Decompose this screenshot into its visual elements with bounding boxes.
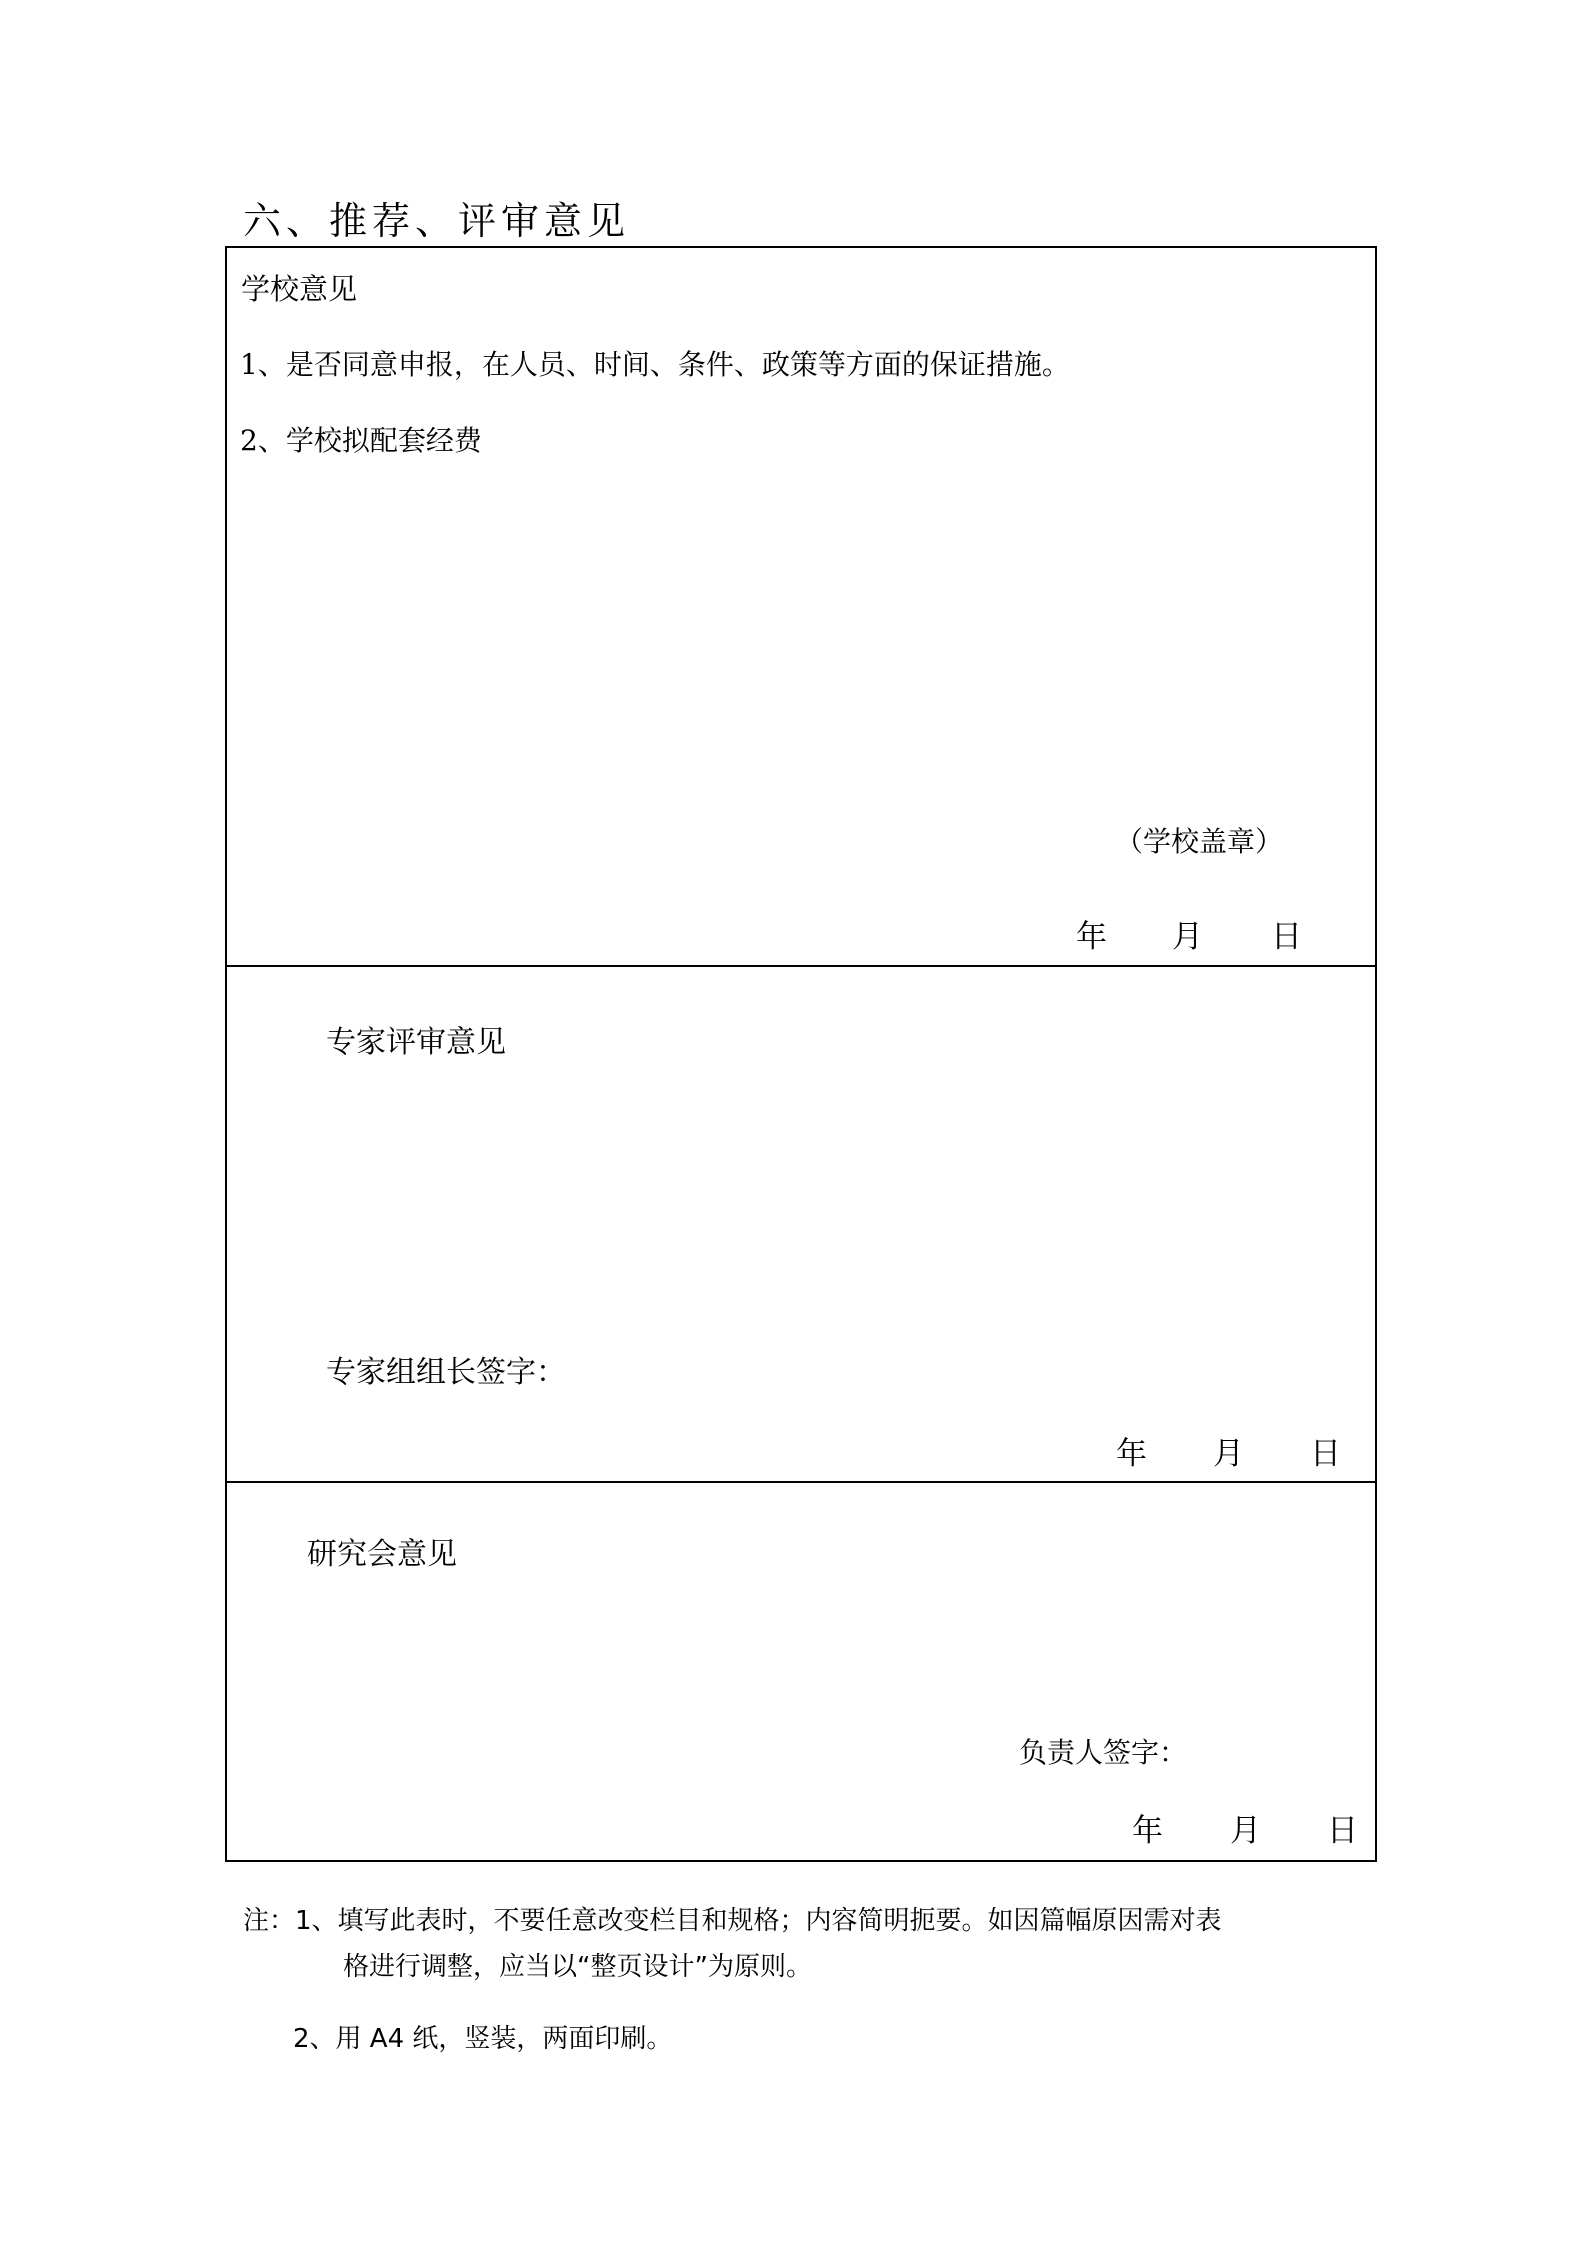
school-opinion-item-1: 1、是否同意申报，在人员、时间、条件、政策等方面的保证措施。: [240, 348, 1070, 381]
school-opinion-panel: [227, 248, 1375, 967]
date-year-label: 年: [1076, 919, 1107, 955]
school-seal-label: （学校盖章）: [1115, 825, 1284, 858]
note-1: 注：1、填写此表时，不要任意改变栏目和规格；内容简明扼要。如因篇幅原因需对表: [243, 1906, 1222, 1936]
date-day-label: 日: [1271, 919, 1302, 955]
section-title: 六、推荐、评审意见: [243, 199, 631, 243]
date-year-label: 年: [1132, 1813, 1163, 1849]
date-month-label: 月: [1172, 919, 1203, 955]
date-month-label: 月: [1213, 1436, 1244, 1472]
date-day-label: 日: [1310, 1436, 1341, 1472]
note-2: 2、用 A4 纸，竖装，两面印刷。: [293, 2024, 673, 2054]
responsible-person-signature-label: 负责人签字：: [1019, 1736, 1188, 1769]
date-year-label: 年: [1116, 1436, 1147, 1472]
expert-review-heading: 专家评审意见: [326, 1025, 506, 1060]
note-1-continued: 格进行调整，应当以“整页设计”为原则。: [343, 1952, 812, 1982]
date-day-label: 日: [1327, 1813, 1358, 1849]
expert-leader-signature-label: 专家组组长签字：: [326, 1355, 566, 1390]
date-month-label: 月: [1230, 1813, 1261, 1849]
association-opinion-heading: 研究会意见: [307, 1537, 457, 1572]
school-opinion-heading: 学校意见: [241, 272, 358, 306]
school-opinion-item-2: 2、学校拟配套经费: [240, 424, 482, 457]
review-opinion-form: [225, 246, 1377, 1862]
expert-review-panel: [227, 967, 1375, 1483]
association-opinion-panel: [227, 1483, 1375, 1860]
